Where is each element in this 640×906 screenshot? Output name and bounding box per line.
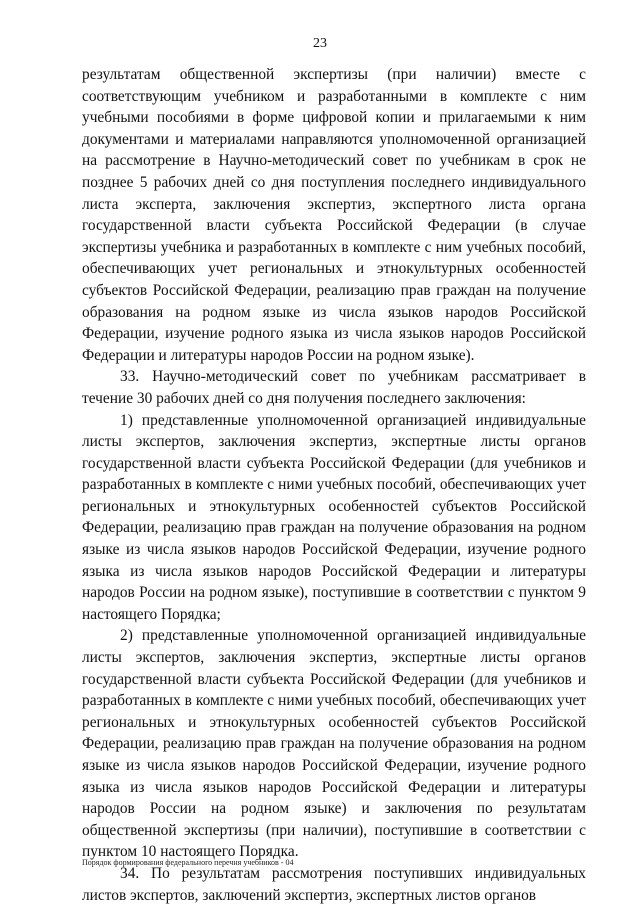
paragraph-subitem-1: 1) представленные уполномоченной организацией индивидуальные листы экспертов, заключения экспертиз, экспертные листы органов государственной власти субъекта Российской Федерации (для учебников и разработанных в комплекте с ними учебных пособий, обеспечивающих учет региональных и этнокультурных особенностей субъектов Российской Федерации, реализацию прав граждан на получение образования на родном языке из числа языков народов Российской Федерации, изучение родного языка из числа языков народов Российской Федерации и литературы народов России на родном языке), поступившие в соответствии с пунктом 9 настоящего Порядка; — [82, 411, 586, 623]
paragraph-item-33: 33. Научно-методический совет по учебникам рассматривает в течение 30 рабочих дней со дня получения последнего заключения: — [82, 368, 586, 407]
page-footer: Порядок формирования федерального перечня учебников - 04 — [82, 858, 294, 867]
document-body — [82, 64, 586, 906]
page-number: 23 — [313, 36, 327, 51]
paragraph-item-34: 34. По результатам рассмотрения поступивших индивидуальных листов экспертов, заключений экспертиз, экспертных листов органов — [82, 864, 586, 904]
paragraph-subitem-2: 2) представленные уполномоченной организацией индивидуальные листы экспертов, заключения экспертиз, экспертные листы органов государственной власти субъекта Российской Федерации (для учебников и разработанных в комплекте с ними учебных пособий, обеспечивающих учет региональных и этнокультурных особенностей субъектов Российской Федерации, реализацию прав граждан на получение образования на родном языке из числа языков народов Российской Федерации, изучение родного языка из числа языков народов Российской Федерации и литературы народов России на родном языке) и заключения по результатам общественной экспертизы (при наличии), поступившие в соответствии с пунктом 10 настоящего Порядка. — [82, 627, 586, 861]
paragraph-continuation: результатам общественной экспертизы (при наличии) вместе с соответствующим учебником и разработанными в комплекте с ним учебными пособиями в форме цифровой копии и прилагаемыми к ним документами и материалами направляются уполномоченной организацией на рассмотрение в Научно-методический совет по учебникам в срок не позднее 5 рабочих дней со дня поступления последнего индивидуального листа эксперта, заключения экспертиз, экспертного листа органа государственной власти субъекта Российской Федерации (в случае экспертизы учебника и разработанных в комплекте с ним учебных пособий, обеспечивающих учет региональных и этнокультурных особенностей субъектов Российской Федерации, реализацию прав граждан на получение образования на родном языке из числа языков народов Российской Федерации, изучение родного языка из числа языков народов Российской Федерации и литературы народов России на родном языке). — [82, 66, 586, 364]
